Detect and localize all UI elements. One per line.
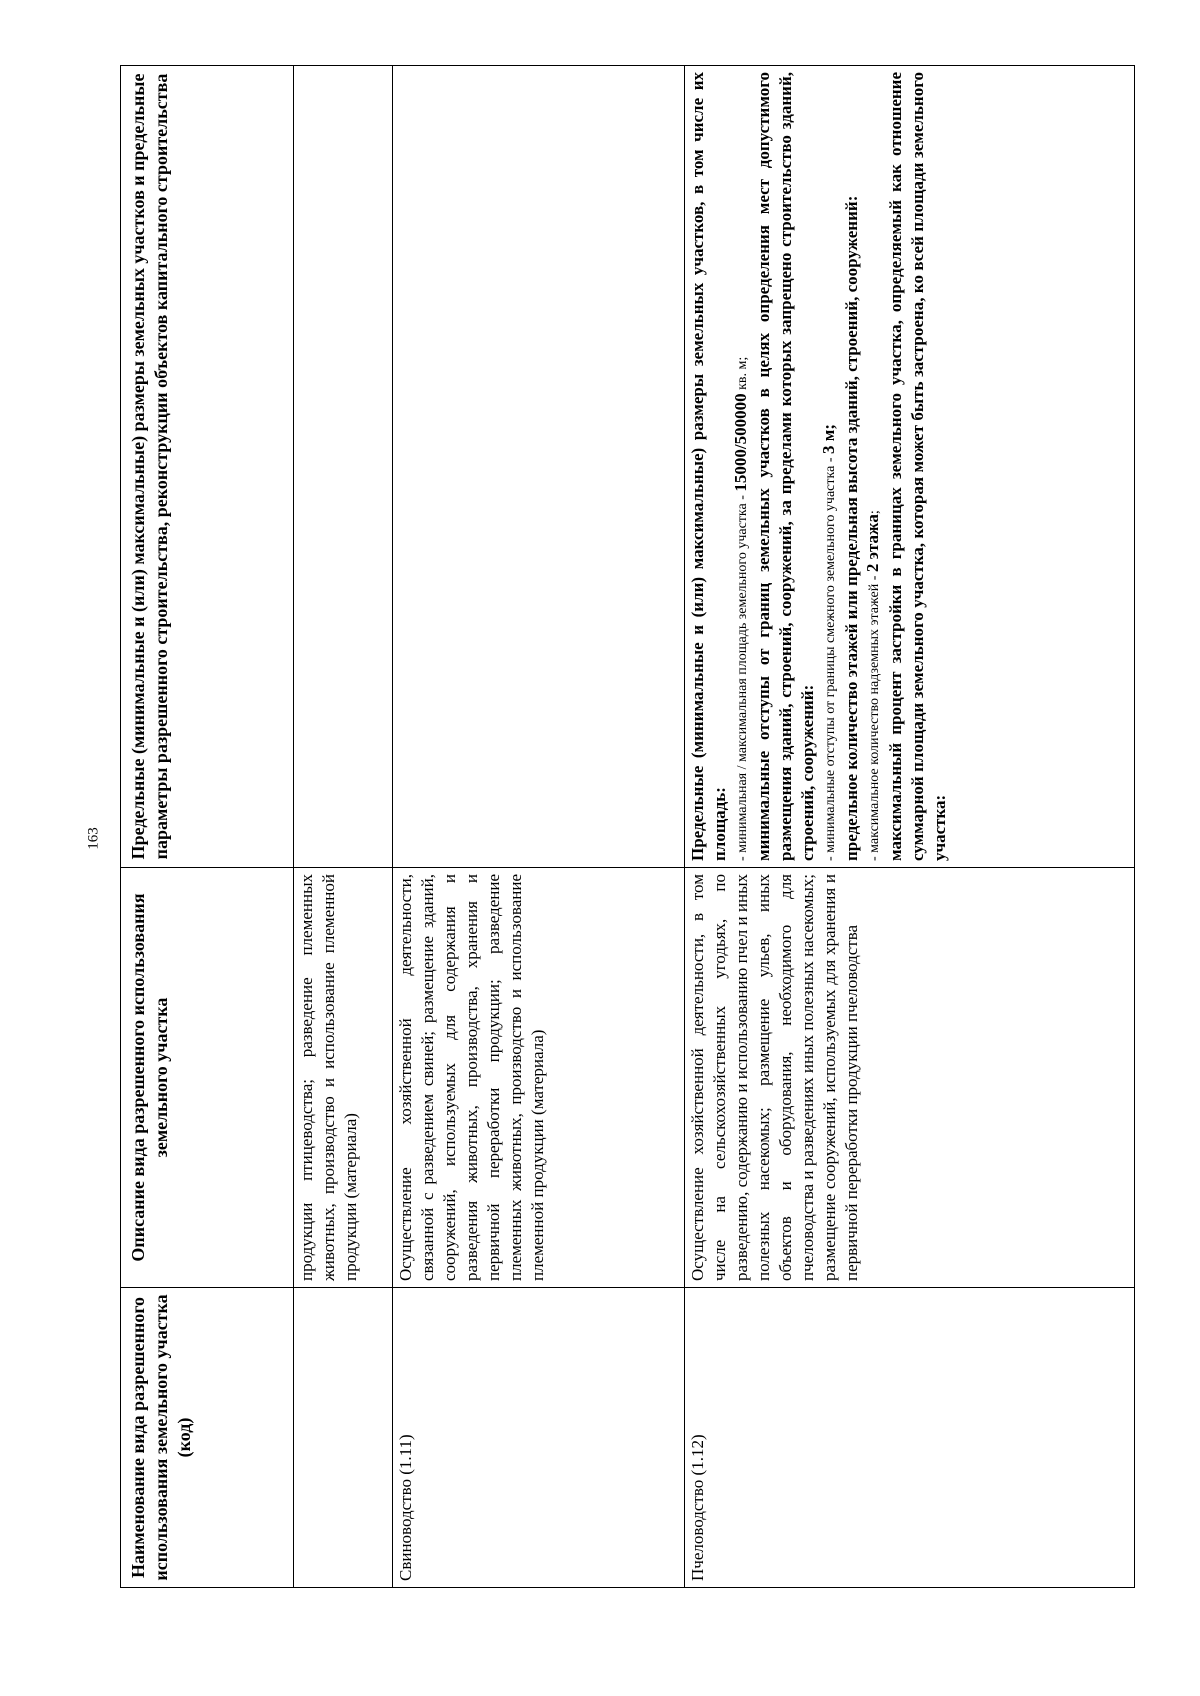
row-params bbox=[393, 66, 685, 868]
rotated-page bbox=[120, 66, 1121, 1588]
page-number: 163 bbox=[85, 827, 102, 850]
row-description: Осуществление хозяйственной деятельности, связанной с разведением свиней; размещение зданий, сооружений, используемых для содержания и разведения животных, производства, хранения и первичной переработки продукции; разведение племенных животных, производство и использование племенной продукции (материала) bbox=[393, 868, 685, 1288]
params-text: - максимальное количество надземных этажей - bbox=[867, 572, 882, 861]
header-name: Наименование вида разрешенного использования земельного участка (код) bbox=[121, 1288, 294, 1588]
params-line: предельное количество этажей или предельная высота зданий, строений, сооружений: bbox=[842, 195, 861, 861]
row-params bbox=[685, 66, 1135, 868]
row-description: Осуществление хозяйственной деятельности, в том числе на сельскохозяйственных угодьях, по разведению, содержанию и использованию пчел и иных полезных насекомых; размещение ульев, иных объектов и оборудования, необходимого для пчеловодства и разведениях иных полезных насекомых; размещение сооружений, используемых для хранения и первичной переработки продукции пчеловодства bbox=[685, 868, 1135, 1288]
row-name: Пчеловодство (1.12) bbox=[685, 1288, 1135, 1588]
row-params bbox=[294, 66, 393, 868]
row-name bbox=[294, 1288, 393, 1588]
params-line bbox=[863, 72, 885, 861]
header-params: Предельные (минимальные и (или) максимальные) размеры земельных участков и предельные параметры разрешенного строительства, реконструкции объектов капитального строительства bbox=[121, 66, 294, 868]
params-line bbox=[819, 72, 841, 861]
params-line: минимальные отступы от границ земельных участков в целях определения мест допустимого размещения зданий, строений, сооружений, за пределами которых запрещено строительство зданий, строений, сооружений: bbox=[754, 72, 817, 861]
table-row bbox=[393, 66, 685, 1588]
params-text: - минимальная / максимальная площадь земельного участка - bbox=[735, 491, 750, 861]
params-text: ; bbox=[867, 510, 882, 515]
row-description: продукции птицеводства; разведение племенных животных, производство и использование племенной продукции (материала) bbox=[294, 868, 393, 1288]
params-value: 15000/500000 bbox=[731, 393, 750, 492]
params-value: 3 м; bbox=[819, 424, 838, 455]
params-text: - минимальные отступы от границы смежного земельного участка - bbox=[823, 454, 838, 861]
params-line bbox=[731, 72, 753, 861]
params-line: Предельные (минимальные и (или) максимальные) размеры земельных участков, в том числе их площадь: bbox=[688, 72, 729, 861]
row-name: Свиноводство (1.11) bbox=[393, 1288, 685, 1588]
land-use-table bbox=[120, 65, 1135, 1588]
params-text: кв. м; bbox=[735, 356, 750, 394]
header-description: Описание вида разрешенного использования земельного участка bbox=[121, 868, 294, 1288]
table-header-row bbox=[121, 66, 294, 1588]
params-value: 2 этажа bbox=[863, 514, 882, 573]
params-line: максимальный процент застройки в границах земельного участка, определяемый как отношение суммарной площади земельного участка, которая может быть застроена, ко всей площади земельного участка: bbox=[886, 72, 949, 861]
table-row bbox=[685, 66, 1135, 1588]
table-row bbox=[294, 66, 393, 1588]
